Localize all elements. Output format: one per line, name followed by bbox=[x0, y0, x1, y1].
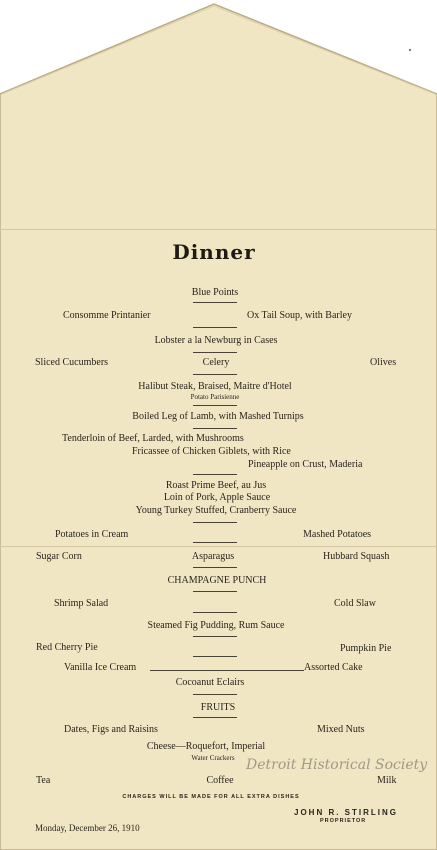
course-eclairs: Cocoanut Eclairs bbox=[175, 677, 245, 688]
menu-date: Monday, December 26, 1910 bbox=[35, 823, 140, 833]
divider-5 bbox=[193, 405, 237, 406]
course-pumpkin-pie: Pumpkin Pie bbox=[340, 643, 392, 654]
course-mashed-potatoes: Mashed Potatoes bbox=[303, 529, 372, 540]
menu-title: Dinner bbox=[172, 240, 256, 264]
proprietor-label: PROPRIETOR bbox=[320, 818, 367, 824]
course-sugar-corn: Sugar Corn bbox=[36, 551, 82, 562]
divider-13 bbox=[193, 636, 237, 637]
course-fig-pudding: Steamed Fig Pudding, Rum Sauce bbox=[147, 620, 285, 631]
divider-16 bbox=[193, 717, 237, 718]
divider-3 bbox=[193, 352, 237, 353]
course-lamb: Boiled Leg of Lamb, with Mashed Turnips bbox=[132, 411, 304, 422]
course-vanilla: Vanilla Ice Cream bbox=[64, 662, 137, 673]
course-punch: CHAMPAGNE PUNCH bbox=[167, 575, 267, 586]
course-halibut: Halibut Steak, Braised, Maitre d'Hotel bbox=[138, 381, 292, 392]
course-tea: Tea bbox=[36, 775, 51, 786]
course-pineapple: Pineapple on Crust, Maderia bbox=[248, 459, 363, 470]
divider-1 bbox=[193, 302, 237, 303]
course-consomme: Consomme Printanier bbox=[63, 310, 151, 321]
course-cucumbers: Sliced Cucumbers bbox=[35, 357, 109, 368]
course-shrimp: Shrimp Salad bbox=[54, 598, 109, 609]
divider-6 bbox=[193, 428, 237, 429]
course-ox-tail: Ox Tail Soup, with Barley bbox=[247, 310, 352, 321]
course-pork: Loin of Pork, Apple Sauce bbox=[163, 492, 271, 503]
course-asparagus: Asparagus bbox=[191, 551, 235, 562]
course-dates: Dates, Figs and Raisins bbox=[64, 724, 158, 735]
divider-15 bbox=[193, 694, 237, 695]
course-celery: Celery bbox=[202, 357, 230, 368]
course-nuts: Mixed Nuts bbox=[317, 724, 365, 735]
course-lobster: Lobster a la Newburg in Cases bbox=[154, 335, 278, 346]
course-fricassee: Fricassee of Chicken Giblets, with Rice bbox=[132, 446, 291, 457]
course-cherry-pie: Red Cherry Pie bbox=[36, 642, 98, 653]
divider-2 bbox=[193, 327, 237, 328]
course-water-crackers: Water Crackers bbox=[191, 754, 235, 762]
divider-10 bbox=[193, 567, 237, 568]
course-potato-parisienne: Potato Parisienne bbox=[190, 393, 240, 401]
course-potatoes-cream: Potatoes in Cream bbox=[55, 529, 129, 540]
course-cheese: Cheese—Roquefort, Imperial bbox=[146, 741, 266, 752]
course-olives: Olives bbox=[370, 357, 397, 368]
divider-12 bbox=[193, 612, 237, 613]
fold-line-lower bbox=[0, 546, 437, 547]
divider-11 bbox=[193, 591, 237, 592]
fold-line-upper bbox=[0, 229, 437, 230]
course-turkey: Young Turkey Stuffed, Cranberry Sauce bbox=[135, 505, 297, 516]
divider-4 bbox=[193, 374, 237, 375]
charges-notice: CHARGES WILL BE MADE FOR ALL EXTRA DISHES bbox=[122, 794, 300, 800]
course-cake: Assorted Cake bbox=[304, 662, 363, 673]
course-tenderloin: Tenderloin of Beef, Larded, with Mushrooms bbox=[62, 433, 244, 444]
course-fruits: FRUITS bbox=[200, 702, 236, 713]
course-hubbard: Hubbard Squash bbox=[323, 551, 390, 562]
divider-9 bbox=[193, 542, 237, 543]
proprietor-name: JOHN R. STIRLING bbox=[294, 808, 399, 817]
divider-7 bbox=[193, 474, 237, 475]
leader-line bbox=[150, 670, 304, 671]
course-milk: Milk bbox=[377, 775, 397, 786]
divider-14 bbox=[193, 656, 237, 657]
course-blue-points: Blue Points bbox=[191, 287, 239, 298]
watermark: Detroit Historical Society bbox=[246, 757, 428, 773]
course-cold-slaw: Cold Slaw bbox=[334, 598, 376, 609]
course-coffee: Coffee bbox=[206, 775, 234, 786]
course-prime-beef: Roast Prime Beef, au Jus bbox=[165, 480, 267, 491]
divider-8 bbox=[193, 522, 237, 523]
